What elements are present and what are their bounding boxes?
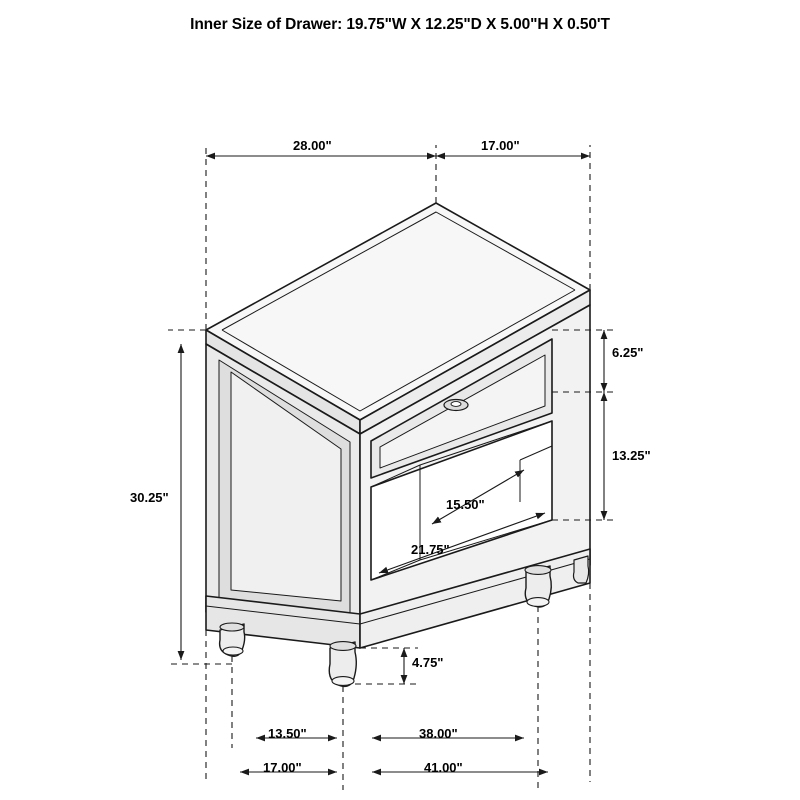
dim-label-38-00: 38.00" bbox=[419, 726, 458, 741]
dim-label-17-bottom: 17.00" bbox=[263, 760, 302, 775]
dim-label-4-75: 4.75" bbox=[412, 655, 444, 670]
page-title: Inner Size of Drawer: 19.75"W X 12.25"D X 5.00"H X 0.50'T bbox=[190, 16, 610, 33]
leg-front-right bbox=[329, 642, 356, 687]
leg-front-left bbox=[220, 623, 245, 656]
dim-label-21-75: 21.75" bbox=[411, 542, 450, 557]
dim-label-6-25: 6.25" bbox=[612, 345, 644, 360]
dim-label-15-50: 15.50" bbox=[446, 497, 485, 512]
dim-label-41-00: 41.00" bbox=[424, 760, 463, 775]
dim-leg-extensions bbox=[355, 648, 418, 684]
leg-back-left bbox=[574, 556, 589, 583]
nightstand-body bbox=[206, 203, 590, 686]
leg-back-right bbox=[525, 566, 551, 607]
dim-label-17-top: 17.00" bbox=[481, 138, 520, 153]
dim-label-13-50: 13.50" bbox=[268, 726, 307, 741]
dim-label-13-25: 13.25" bbox=[612, 448, 651, 463]
dim-label-30-25: 30.25" bbox=[130, 490, 169, 505]
dim-label-28: 28.00" bbox=[293, 138, 332, 153]
